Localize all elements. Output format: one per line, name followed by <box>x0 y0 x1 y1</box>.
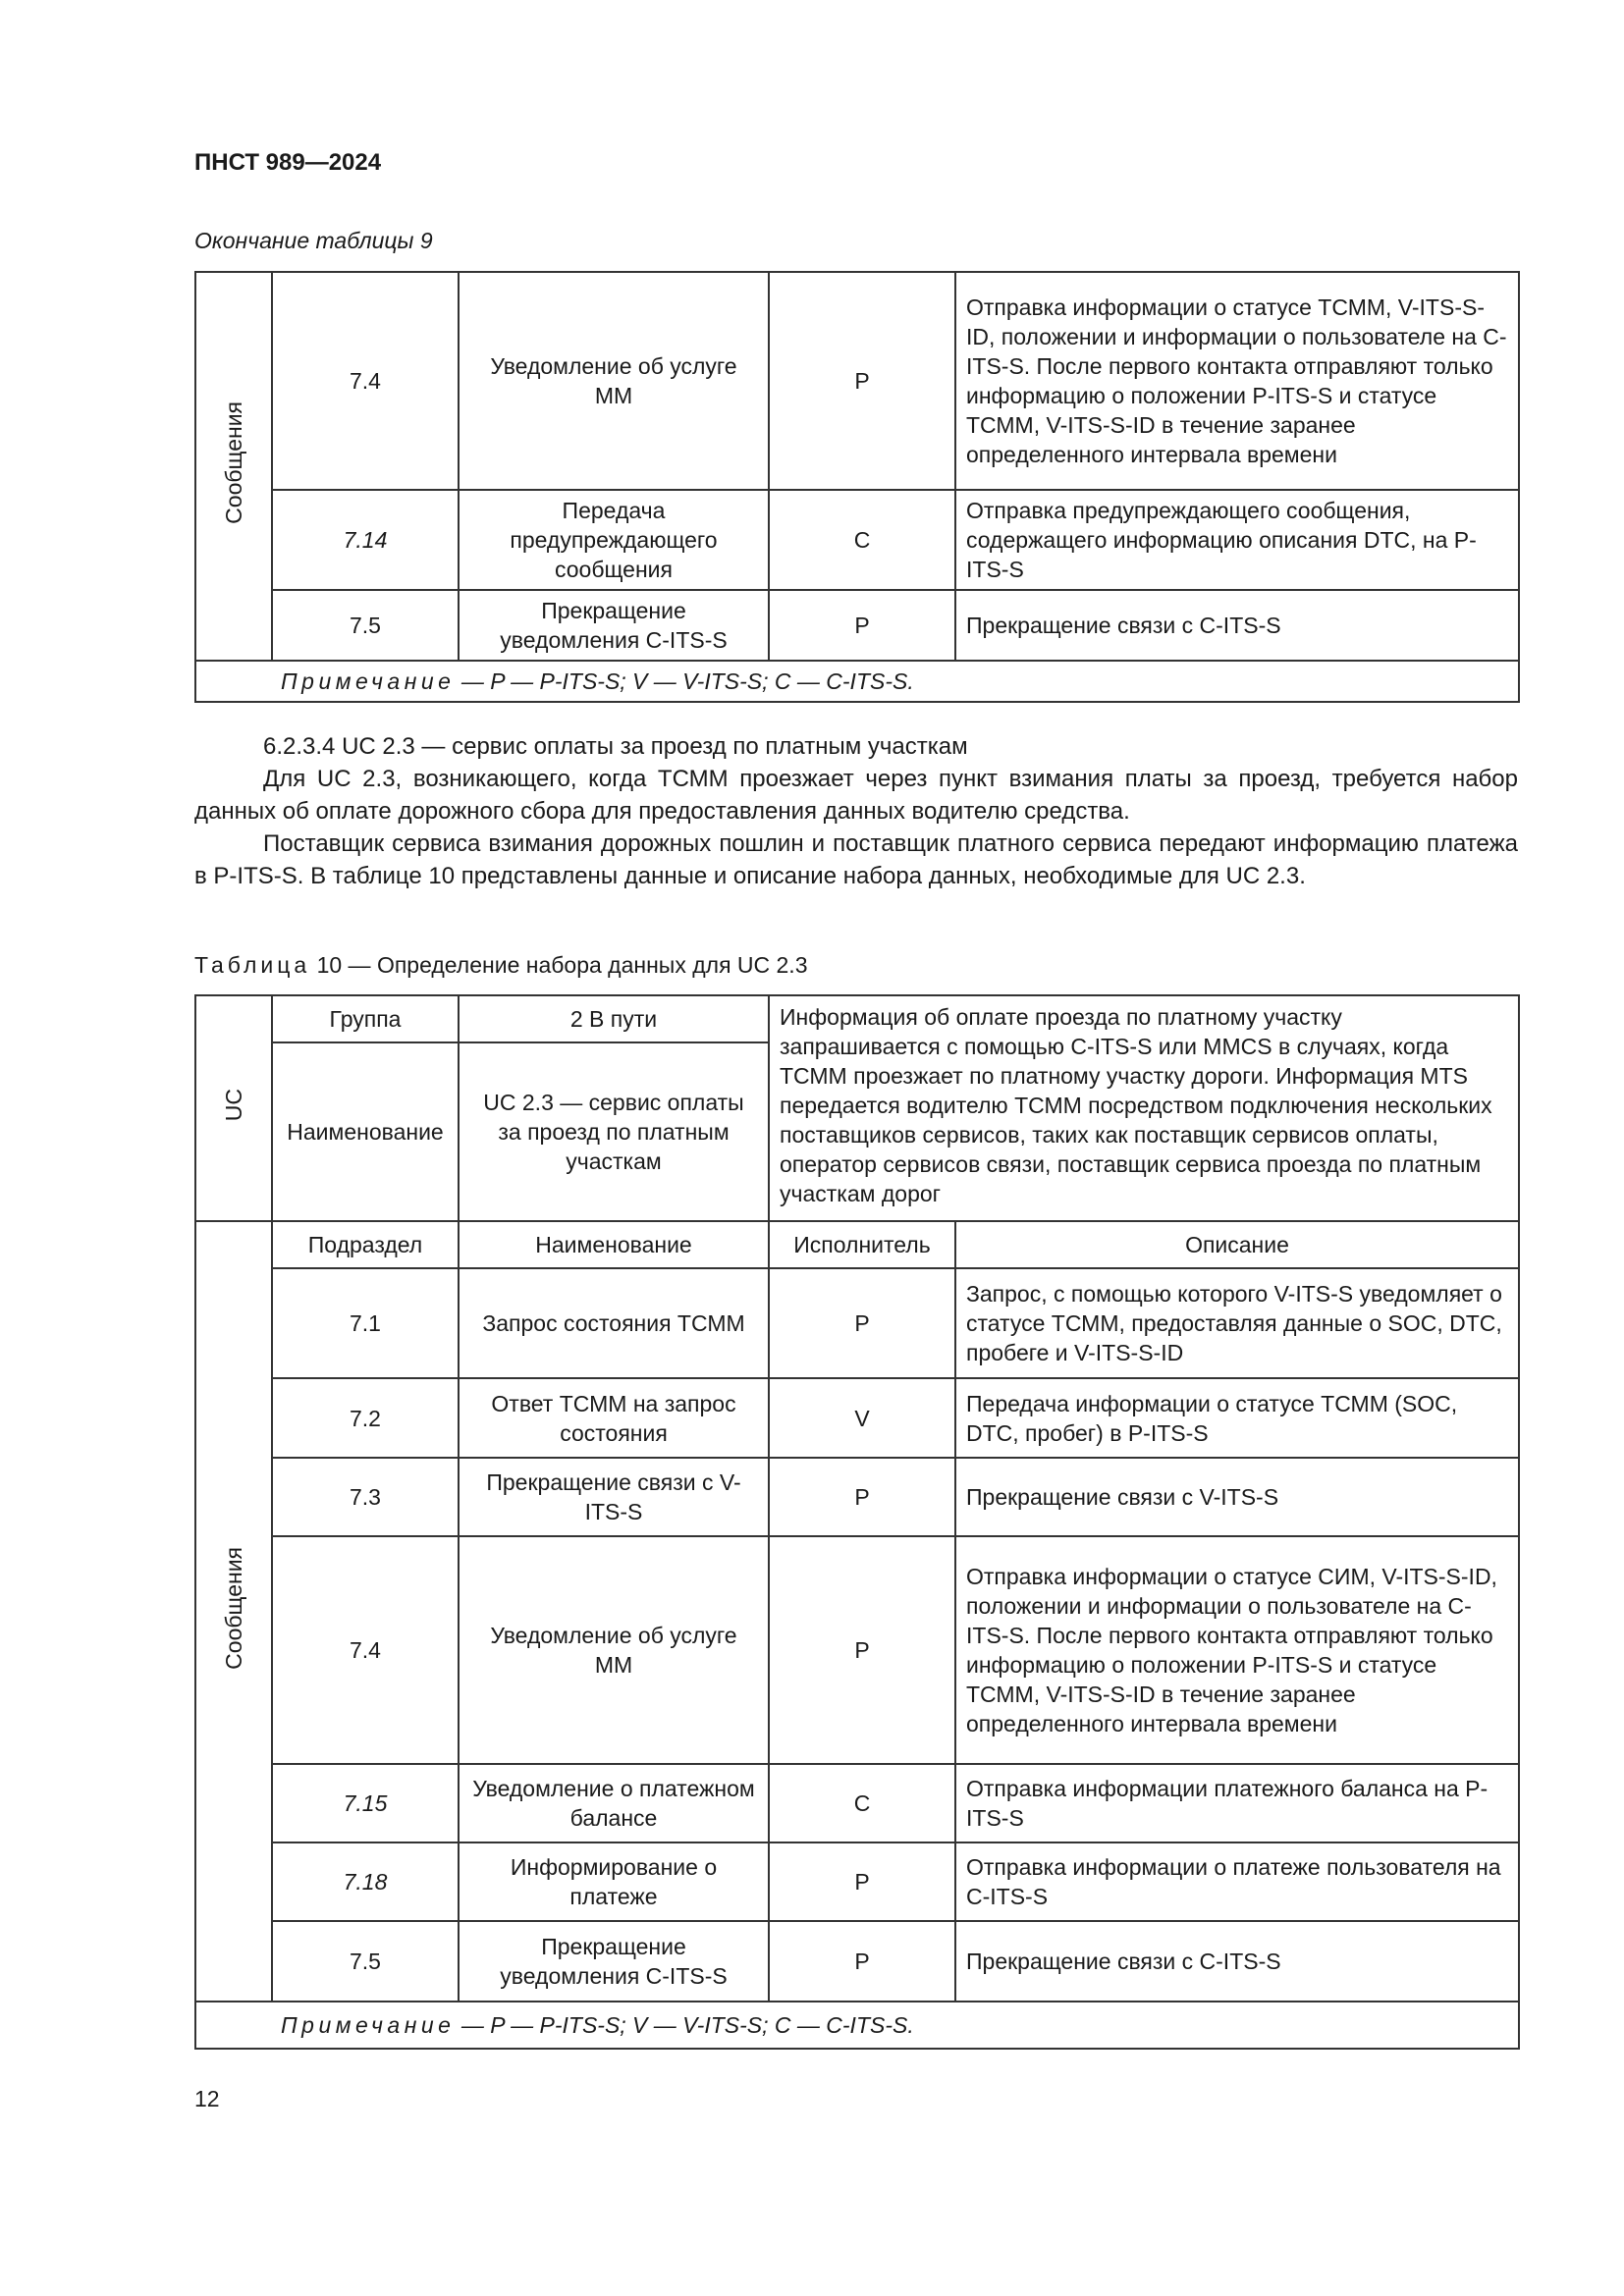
uc-label-cell <box>195 995 272 1221</box>
paragraph: Для UC 2.3, возникающего, когда ТСММ проезжает через пункт взимания платы за проезд, требуется набор данных об оплате дорожного сбора для предоставления данных водителю средства. <box>194 766 1518 825</box>
note-text: — P — P-ITS-S; V — V-ITS-S; C — C-ITS-S. <box>455 2012 914 2038</box>
table-note-row <box>195 2002 1519 2049</box>
subsection-cell: 7.4 <box>272 272 459 490</box>
column-header: Наименование <box>459 1221 769 1268</box>
subsection-cell: 7.14 <box>272 490 459 590</box>
table-row <box>195 590 1519 661</box>
name-cell: Прекращение уведомления C-ITS-S <box>459 590 769 661</box>
description-cell: Отправка предупреждающего сообщения, содержащего информацию описания DTC, на P-ITS-S <box>955 490 1519 590</box>
description-cell: Отправка информации о статусе ТСММ, V-ITS-S-ID, положении и информации о пользователе на C-ITS-S. После первого контакта отправляют только информацию о положении P-ITS-S и статусе ТСММ, V-ITS-S-ID в течение заранее определенного интервала времени <box>955 272 1519 490</box>
group-header-cell: Группа <box>272 995 459 1042</box>
executor-cell: P <box>769 1268 955 1378</box>
table-row <box>195 1268 1519 1378</box>
description-cell: Отправка информации платежного баланса на P-ITS-S <box>955 1764 1519 1842</box>
description-cell: Отправка информации о статусе СИМ, V-ITS-S-ID, положении и информации о пользователе на C-ITS-S. После первого контакта отправляют только информацию о положении P-ITS-S и статусе ТСММ, V-ITS-S-ID в течение заранее определенного интервала времени <box>955 1536 1519 1764</box>
msg-label: Сообщения <box>221 1546 246 1670</box>
name-cell: Информирование о платеже <box>459 1842 769 1921</box>
section-text <box>194 730 1518 892</box>
subsection-cell: 7.1 <box>272 1268 459 1378</box>
table-row <box>195 1536 1519 1764</box>
column-header: Подраздел <box>272 1221 459 1268</box>
note-label: Примечание <box>281 2012 456 2038</box>
name-cell: Прекращение уведомления C-ITS-S <box>459 1921 769 2002</box>
msg-label-cell <box>195 1221 272 2002</box>
group-label: Сообщения <box>221 401 246 524</box>
table10-caption-label: Таблица <box>194 952 311 978</box>
subsection-cell: 7.4 <box>272 1536 459 1764</box>
table-note <box>195 661 1519 702</box>
name-cell: Уведомление об услуге ММ <box>459 1536 769 1764</box>
table-row <box>195 1842 1519 1921</box>
table-10 <box>194 994 1520 2050</box>
description-cell: Передача информации о статусе ТСММ (SOC, DTC, пробег) в P-ITS-S <box>955 1378 1519 1458</box>
table-row <box>195 1378 1519 1458</box>
document-id: ПНСТ 989—2024 <box>194 149 382 176</box>
name-cell: Прекращение связи с V-ITS-S <box>459 1458 769 1536</box>
executor-cell: P <box>769 272 955 490</box>
subsection-cell: 7.18 <box>272 1842 459 1921</box>
subsection-cell: 7.2 <box>272 1378 459 1458</box>
description-cell: Отправка информации о платеже пользователя на C-ITS-S <box>955 1842 1519 1921</box>
description-cell: Прекращение связи с C-ITS-S <box>955 1921 1519 2002</box>
note-text: — P — P-ITS-S; V — V-ITS-S; C — C-ITS-S. <box>455 668 914 694</box>
name-cell: Уведомление об услуге ММ <box>459 272 769 490</box>
table-row <box>195 1921 1519 2002</box>
name-cell: Уведомление о платежном балансе <box>459 1764 769 1842</box>
table9-caption: Окончание таблицы 9 <box>194 228 433 253</box>
column-header: Описание <box>955 1221 1519 1268</box>
name-cell: Ответ ТСММ на запрос состояния <box>459 1378 769 1458</box>
executor-cell: P <box>769 1842 955 1921</box>
table-header-row <box>195 1221 1519 1268</box>
subsection-cell: 7.5 <box>272 590 459 661</box>
description-cell: Запрос, с помощью которого V-ITS-S уведомляет о статусе ТСММ, предоставляя данные о SOC, DTC, пробеге и V-ITS-S-ID <box>955 1268 1519 1378</box>
note-label: Примечание <box>281 668 456 694</box>
table-row <box>195 272 1519 490</box>
subsection-cell: 7.3 <box>272 1458 459 1536</box>
uc-label: UC <box>221 1088 246 1122</box>
description-cell: Прекращение связи с C-ITS-S <box>955 590 1519 661</box>
executor-cell: P <box>769 1536 955 1764</box>
name-cell: Передача предупреждающего сообщения <box>459 490 769 590</box>
executor-cell: C <box>769 490 955 590</box>
name-cell: Запрос состояния ТСММ <box>459 1268 769 1378</box>
executor-cell: P <box>769 1458 955 1536</box>
table10-caption <box>194 952 808 979</box>
paragraph: Поставщик сервиса взимания дорожных пошлин и поставщик платного сервиса передают информацию платежа в P-ITS-S. В таблице 10 представлены данные и описание набора данных, необходимые для UC 2.3. <box>194 830 1518 889</box>
table-row <box>195 1458 1519 1536</box>
name-header-cell: Наименование <box>272 1042 459 1221</box>
executor-cell: P <box>769 1921 955 2002</box>
group-value-cell: 2 В пути <box>459 995 769 1042</box>
uc-description-cell: Информация об оплате проезда по платному участку запрашивается с помощью C-ITS-S или MMCS в случаях, когда ТСММ проезжает по платному участку дороги. Информация MTS передается водителю ТСММ посредством подключения нескольких поставщиков сервисов, таких как поставщик сервисов оплаты, оператор сервисов связи, поставщик сервиса проезда по платным участкам дорог <box>769 995 1519 1221</box>
table-note-row <box>195 661 1519 702</box>
table-row <box>195 995 1519 1042</box>
table-row <box>195 490 1519 590</box>
column-header: Исполнитель <box>769 1221 955 1268</box>
table-9 <box>194 271 1520 703</box>
table-note <box>195 2002 1519 2049</box>
description-cell: Прекращение связи с V-ITS-S <box>955 1458 1519 1536</box>
subsection-cell: 7.5 <box>272 1921 459 2002</box>
name-value-cell: UC 2.3 — сервис оплаты за проезд по платным участкам <box>459 1042 769 1221</box>
executor-cell: C <box>769 1764 955 1842</box>
executor-cell: P <box>769 590 955 661</box>
subsection-cell: 7.15 <box>272 1764 459 1842</box>
table-row <box>195 1764 1519 1842</box>
group-label-cell <box>195 272 272 661</box>
table10-caption-text: 10 — Определение набора данных для UC 2.3 <box>310 952 808 978</box>
section-heading: 6.2.3.4 UC 2.3 — сервис оплаты за проезд по платным участкам <box>263 733 968 760</box>
executor-cell: V <box>769 1378 955 1458</box>
page-number: 12 <box>194 2086 220 2111</box>
